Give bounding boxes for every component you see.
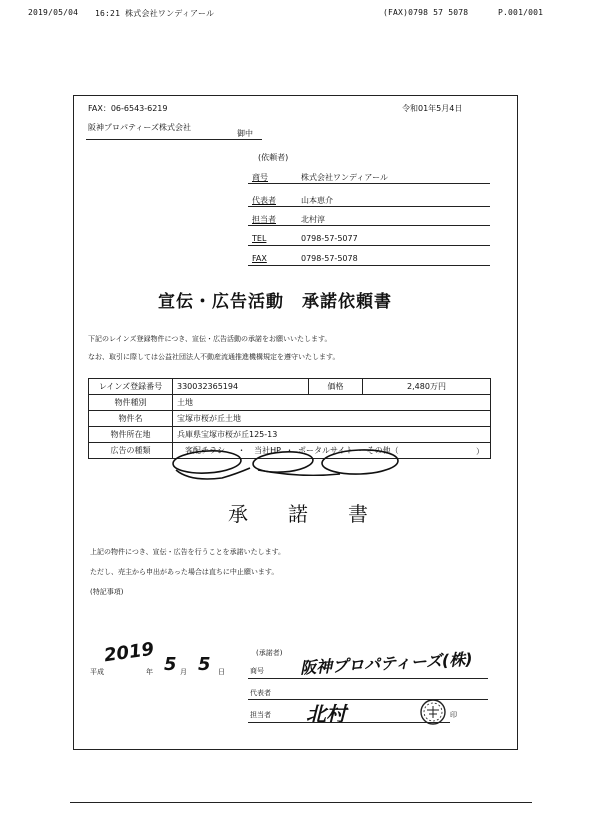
property-type-value: 土地 xyxy=(173,395,491,411)
requester-field-underline xyxy=(248,245,490,246)
ad-option-separator: ・ xyxy=(237,446,246,455)
requester-label: (依頼者) xyxy=(258,153,289,162)
approver-company-underline xyxy=(248,678,488,679)
month-label: 月 xyxy=(180,668,187,676)
reins-number-value: 330032365194 xyxy=(173,379,309,395)
seal-label: 印 xyxy=(450,711,457,719)
ad-option-separator: ・ xyxy=(356,446,365,455)
requester-field-underline xyxy=(248,225,490,226)
fax-sender-number: (FAX)0798 57 5078 xyxy=(383,8,469,17)
ad-option-flyer: 客配チラシ xyxy=(185,446,225,455)
consent-text-line2: ただし、売主から申出があった場合は直ちに中止願います。 xyxy=(90,568,279,576)
approver-staff-label: 担当者 xyxy=(250,711,271,719)
property-address-value: 兵庫県宝塚市桜が丘125-13 xyxy=(173,427,491,443)
request-text-line2: なお、取引に際しては公益社団法人不動産流通推進機構規定を遵守いたします。 xyxy=(88,353,340,361)
page-bottom-rule xyxy=(70,802,532,803)
approver-staff-handwritten: 北村 xyxy=(306,702,346,726)
seal-stamp-icon xyxy=(418,697,448,727)
ad-option-portal: ポータルサイト xyxy=(298,446,354,455)
recipient-honorific: 御中 xyxy=(237,129,253,138)
price-value: 2,480万円 xyxy=(363,379,491,395)
ad-type-label: 広告の種類 xyxy=(89,443,173,459)
consent-title: 承 諾 書 xyxy=(228,502,368,526)
property-name-label: 物件名 xyxy=(89,411,173,427)
table-row xyxy=(89,427,491,443)
recipient-company: 阪神プロパティーズ株式会社 xyxy=(88,123,191,132)
requester-field-value: 0798-57-5077 xyxy=(301,234,358,243)
special-notes-label: (特記事項) xyxy=(90,588,124,596)
ad-option-homepage: 当社HP xyxy=(254,446,281,455)
era-label: 平成 xyxy=(90,668,104,676)
requester-field-value: 株式会社ワンディアール xyxy=(301,173,388,182)
recipient-underline xyxy=(86,139,262,140)
requester-field-underline xyxy=(248,206,490,207)
approver-rep-label: 代表者 xyxy=(250,689,271,697)
request-text-line1: 下記のレインズ登録物件につき、宣伝・広告活動の承諾をお願いいたします。 xyxy=(88,335,332,343)
approver-company-handwritten: 阪神プロパティーズ(株) xyxy=(299,649,473,678)
document-date: 令和01年5月4日 xyxy=(402,104,463,113)
document-title: 宣伝・広告活動 承諾依頼書 xyxy=(158,292,392,312)
approver-label: (承諾者) xyxy=(256,649,283,657)
handwritten-year: 2019 xyxy=(102,638,156,667)
requester-field-label: 代表者 xyxy=(252,196,276,205)
approver-company-label: 商号 xyxy=(250,667,264,675)
handwritten-day: 5 xyxy=(198,654,211,675)
requester-field-value: 山本恵介 xyxy=(301,196,333,205)
requester-field-label: FAX xyxy=(252,254,267,263)
requester-field-underline xyxy=(248,183,490,184)
table-row xyxy=(89,395,491,411)
fax-date: 2019/05/04 xyxy=(28,8,79,17)
table-row xyxy=(89,411,491,427)
day-label: 日 xyxy=(218,668,225,676)
recipient-fax: FAX：06-6543-6219 xyxy=(88,104,168,113)
ad-option-close-paren: ） xyxy=(476,447,484,456)
approver-rep-underline xyxy=(248,699,488,700)
property-address-label: 物件所在地 xyxy=(89,427,173,443)
requester-field-label: 商号 xyxy=(252,173,268,182)
requester-field-value: 北村淳 xyxy=(301,215,325,224)
requester-field-value: 0798-57-5078 xyxy=(301,254,358,263)
requester-field-label: TEL xyxy=(252,234,267,243)
ad-option-other: その他（ xyxy=(366,446,399,455)
consent-text-line1: 上記の物件につき、宣伝・広告を行うことを承諾いたします。 xyxy=(90,548,286,556)
property-table xyxy=(88,378,491,459)
ad-type-options xyxy=(173,443,491,459)
fax-page-number: P.001/001 xyxy=(498,8,544,17)
ad-option-separator: ・ xyxy=(285,446,294,455)
handwritten-month: 5 xyxy=(164,654,177,675)
property-name-value: 宝塚市桜が丘土地 xyxy=(173,411,491,427)
fax-time-sender: 16:21 株式会社ワンディアール xyxy=(95,9,215,18)
price-label: 価格 xyxy=(309,379,363,395)
table-row xyxy=(89,379,491,395)
requester-field-underline xyxy=(248,265,490,266)
year-label: 年 xyxy=(146,668,153,676)
table-row xyxy=(89,443,491,459)
reins-number-label: レインズ登録番号 xyxy=(89,379,173,395)
requester-field-label: 担当者 xyxy=(252,215,276,224)
property-type-label: 物件種別 xyxy=(89,395,173,411)
